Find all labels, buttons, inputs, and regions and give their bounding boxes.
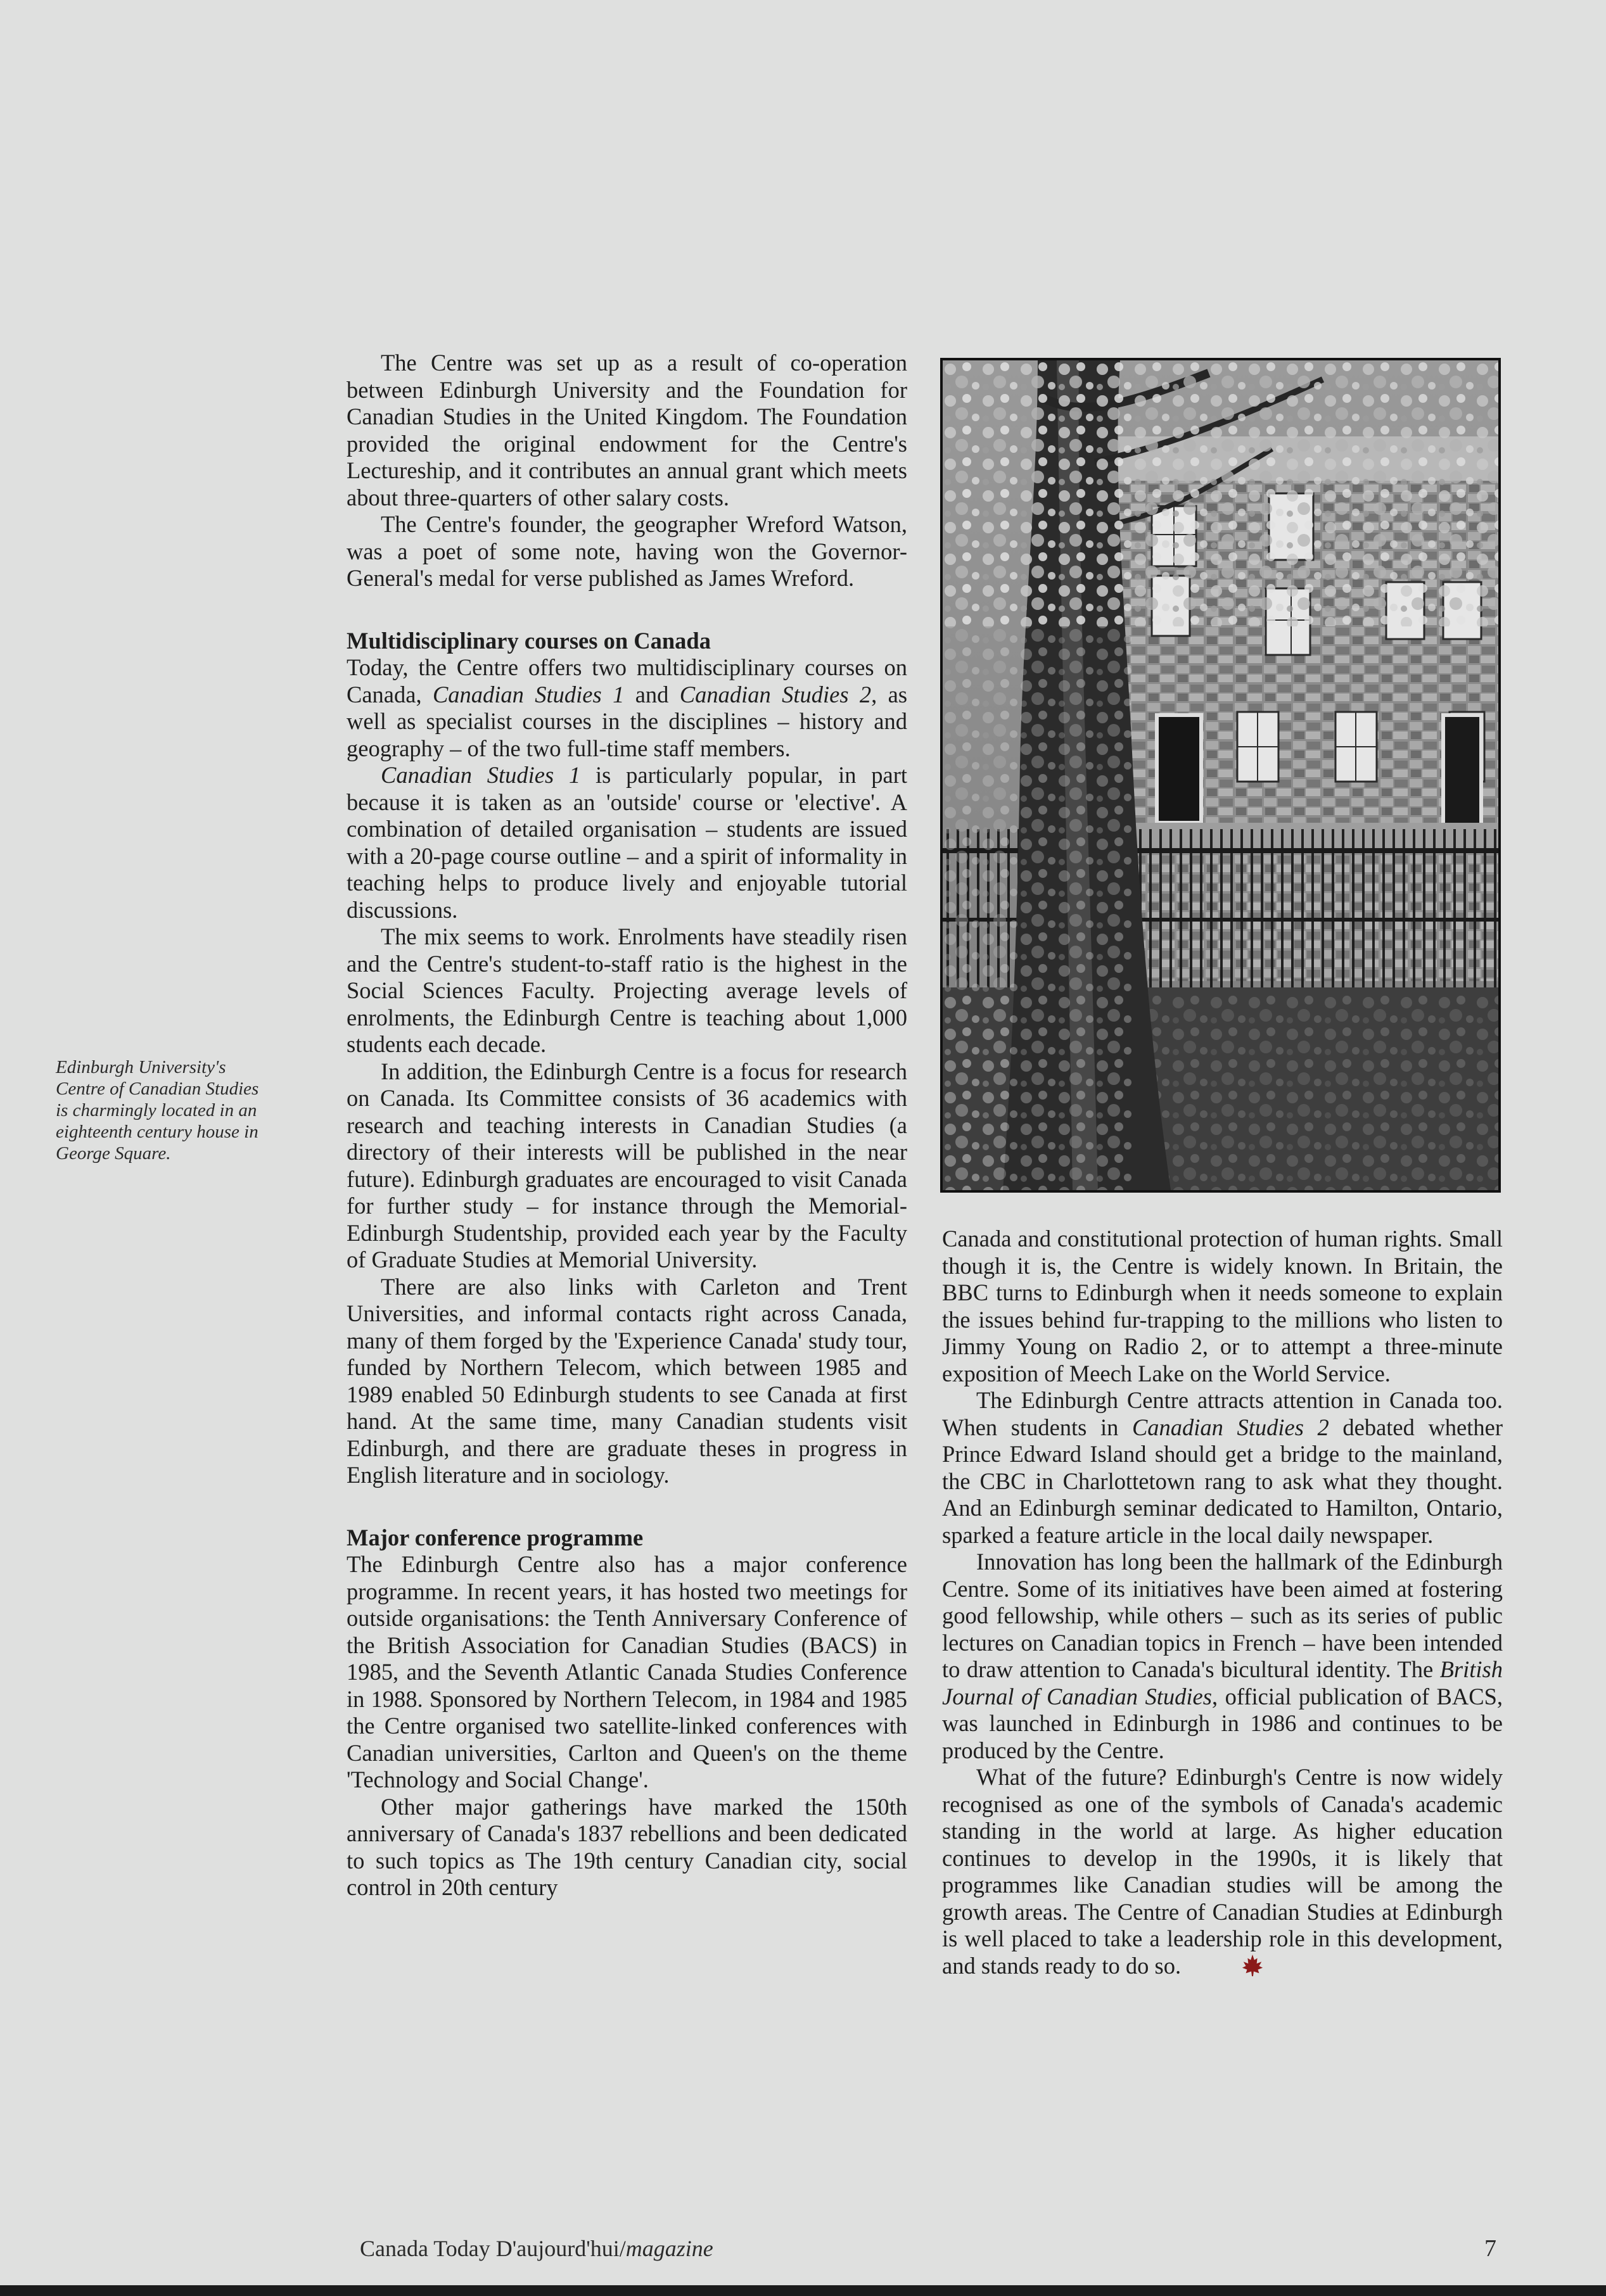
section-heading: Major conference programme (347, 1524, 644, 1551)
page-number: 7 (1484, 2235, 1496, 2262)
paragraph: Other major gatherings have marked the 150th anniversary of Canada's 1837 rebellions and been dedicated to such topics as The 19th century Canadian city, social control in 20th century (347, 1793, 907, 1900)
paragraph: Canadian Studies 1 is particularly popular, in part because it is taken as an 'outside' course or 'elective'. A combination of detailed organisation – students are issued with a 20-page course outline – and a spirit of informality in teaching helps to produce lively and enjoyable tutorial discussions. (347, 762, 907, 923)
paragraph: The mix seems to work. Enrolments have steadily risen and the Centre's student-to-staff ratio is the highest in the Social Sciences Faculty. Projecting average levels of enrolments, the Edinburgh Centre is teaching about 1,000 students each decade. (347, 923, 907, 1057)
article-column-right (942, 1226, 1503, 1979)
caption-line: Centre of Canadian Studies (56, 1079, 259, 1099)
caption-line: is charmingly located in an (56, 1100, 257, 1120)
page-bottom-edge (0, 2285, 1606, 2296)
article-column-left (347, 350, 907, 1901)
section-heading: Multidisciplinary courses on Canada (347, 627, 711, 654)
paragraph: Canada and constitutional protection of human rights. Small though it is, the Centre is widely known. In Britain, the BBC turns to Edinburgh when it needs someone to explain the issues behind fur-trapping to the millions who listen to Jimmy Young on Radio 2, or to attempt a three-minute exposition of Meech Lake on the World Service. (942, 1226, 1503, 1386)
caption-line: Edinburgh University's (56, 1057, 226, 1077)
building-photo (940, 358, 1501, 1193)
caption-line: eighteenth century house in (56, 1122, 258, 1142)
paragraph: In addition, the Edinburgh Centre is a focus for research on Canada. Its Committee consists of 36 academics with research and teaching interests in Canadian Studies (a directory of their interests will be published in the near future). Edinburgh graduates are encouraged to visit Canada for further study – for instance through the Memorial-Edinburgh Studentship, provided each year by the Faculty of Graduate Studies at Memorial University. (347, 1058, 907, 1272)
paragraph: The Edinburgh Centre also has a major conference programme. In recent years, it has hosted two meetings for outside organisations: the Tenth Anniversary Conference of the British Association for Canadian Studies (BACS) in 1985, and the Seventh Atlantic Canada Studies Conference in 1988. Sponsored by Northern Telecom, in 1984 and 1985 the Centre organised two satellite-linked conferences with Canadian universities, Carlton and Queen's on the theme 'Technology and Social Change'. (347, 1551, 907, 1792)
paragraph: What of the future? Edinburgh's Centre is now widely recognised as one of the symbols of Canada's academic standing in the world at large. As higher education continues to develop in the 1990s, it is likely that programmes like Canadian studies will be among the growth areas. The Centre of Canadian Studies at Edinburgh is well placed to take a leadership role in this development, and stands ready to do so. (942, 1764, 1503, 1979)
paragraph: Today, the Centre offers two multidisciplinary courses on Canada, Canadian Studies 1 and Canadian Studies 2, as well as specialist courses in the disciplines – history and geography – of the two full-time staff members. (347, 654, 908, 761)
paragraph: There are also links with Carleton and Trent Universities, and informal contacts right across Canada, many of them forged by the 'Experience Canada' study tour, funded by Northern Telecom, which between 1985 and 1989 enabled 50 Edinburgh students to see Canada at first hand. At the same time, many Canadian students visit Edinburgh, and there are graduate theses in progress in English literature and in sociology. (347, 1273, 907, 1488)
paragraph: The Centre was set up as a result of co-operation between Edinburgh University and the Foundation for Canadian Studies in the United Kingdom. The Foundation provided the original endowment for the Centre's Lectureship, and it contributes an annual grant which meets about three-quarters of other salary costs. (347, 350, 907, 511)
paragraph: The Edinburgh Centre attracts attention in Canada too. When students in Canadian Studies 2 debated whether Prince Edward Island should get a bridge to the mainland, the CBC in Charlottetown rang to ask what they thought. And an Edinburgh seminar dedicated to Hamilton, Ontario, sparked a feature article in the local daily newspaper. (942, 1387, 1503, 1548)
paragraph: The Centre's founder, the geographer Wreford Watson, was a poet of some note, having won the Governor-General's medal for verse published as James Wreford. (347, 511, 907, 591)
maple-leaf-icon (1206, 1953, 1230, 1977)
magazine-footer-title: Canada Today D'aujourd'hui/magazine (360, 2236, 713, 2261)
caption-line: George Square. (56, 1143, 171, 1164)
paragraph: Innovation has long been the hallmark of the Edinburgh Centre. Some of its initiatives have been aimed at fostering good fellowship, while others – such as its series of public lectures on Canadian topics in French – have been intended to draw attention to Canada's bicultural identity. The British Journal of Canadian Studies, official publication of BACS, was launched in Edinburgh in 1986 and continues to be produced by the Centre. (942, 1549, 1503, 1763)
photo-caption (56, 1056, 309, 1164)
